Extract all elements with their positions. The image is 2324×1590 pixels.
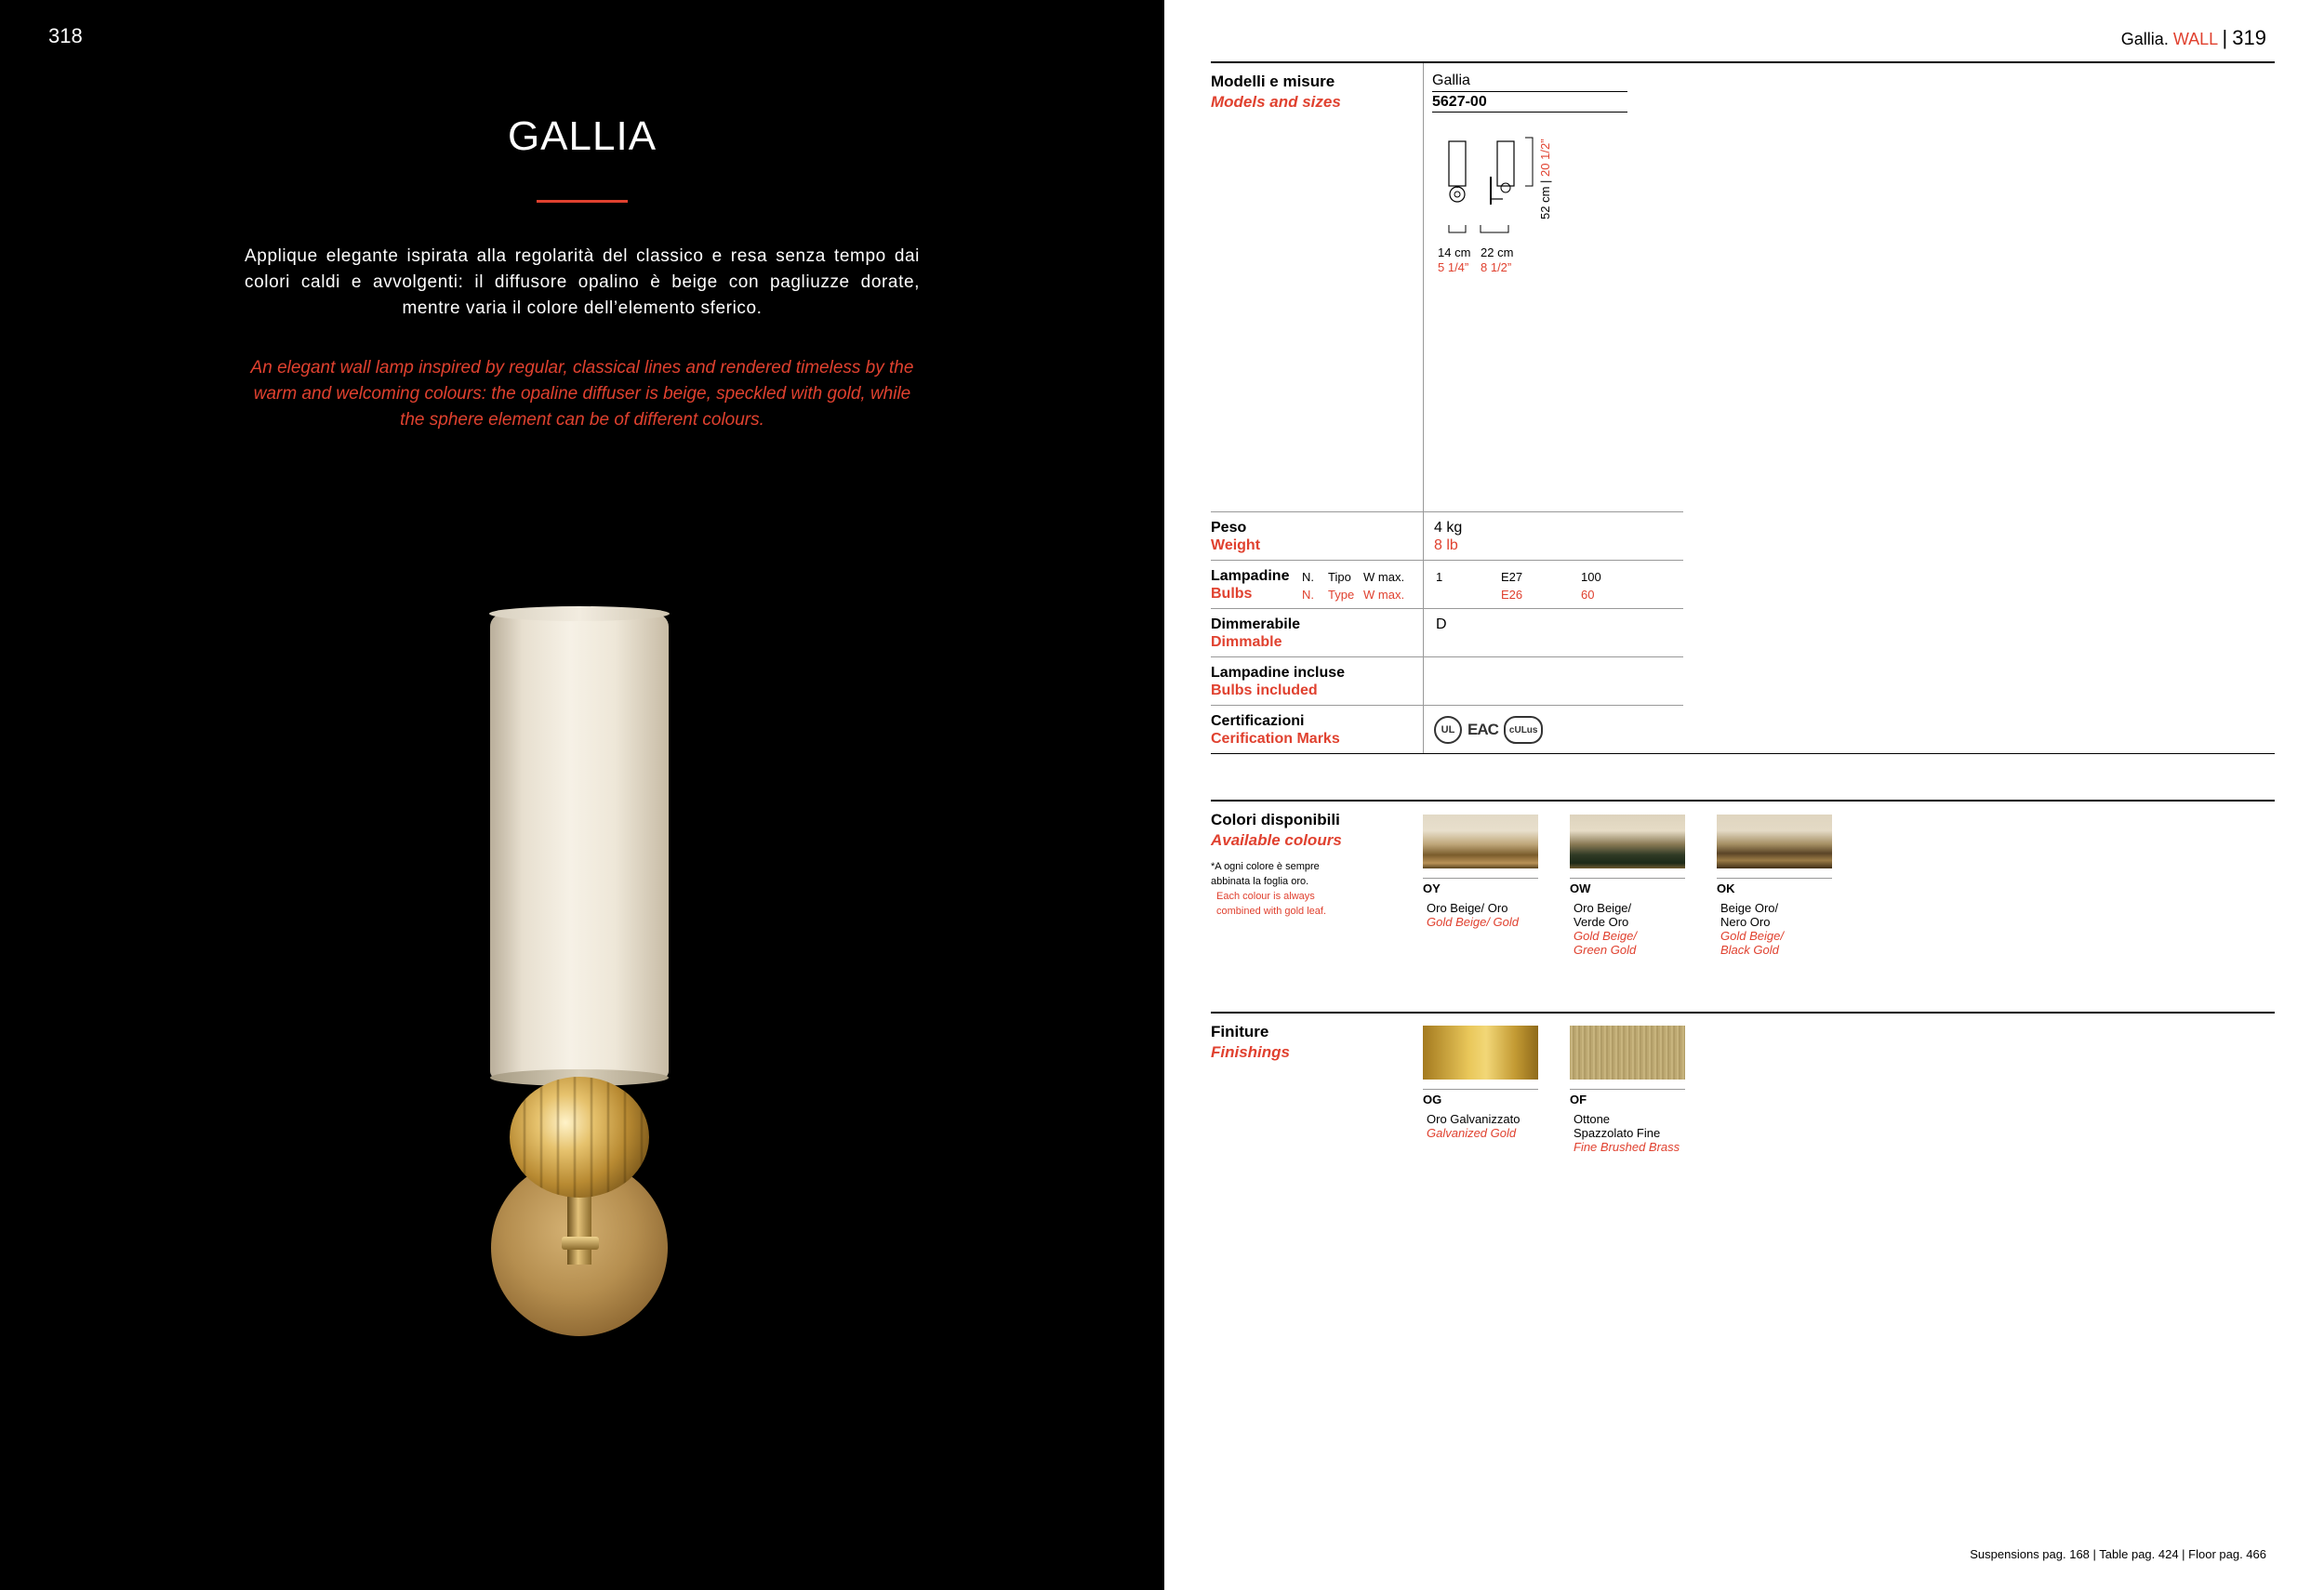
dim-depth-cm: 22 cm	[1481, 245, 1514, 259]
finish-swatch-og	[1423, 1026, 1538, 1080]
finishings-label-it: Finiture	[1211, 1023, 1269, 1040]
weight-label-it: Peso	[1211, 520, 1247, 536]
dimmable-label-en: Dimmable	[1211, 634, 1282, 650]
eac-mark-icon: EAC	[1467, 721, 1498, 738]
dimmable-rule	[1211, 608, 1683, 609]
page-number-left: 318	[48, 24, 83, 47]
page-header	[2121, 26, 2266, 50]
bulbs-n-value: 1	[1436, 570, 1443, 584]
lamp-shade	[490, 614, 669, 1079]
colour-name-en-ow: Gold Beige/ Green Gold	[1574, 929, 1637, 957]
model-code: 5627-00	[1432, 94, 1487, 110]
spec-table-bottom-rule	[1211, 753, 2275, 754]
colour-item-oy[interactable]	[1423, 815, 1538, 929]
model-name: Gallia	[1432, 73, 1470, 88]
weight-label-en: Weight	[1211, 537, 1261, 553]
colour-name-it-oy: Oro Beige/ Oro	[1427, 901, 1508, 915]
culus-mark-icon: cULus	[1504, 716, 1544, 744]
weight-kg: 4 kg	[1434, 520, 1463, 536]
lamp-arm	[562, 1237, 599, 1250]
certifications-label-it: Certificazioni	[1211, 713, 1305, 729]
models-label-it: Modelli e misure	[1211, 73, 1335, 90]
header-series: Gallia.	[2120, 30, 2169, 48]
finish-name-it-og: Oro Galvanizzato	[1427, 1112, 1521, 1126]
weight-rule	[1211, 511, 1683, 512]
certifications-label-en: Cerification Marks	[1211, 731, 1340, 747]
colour-rule-ow	[1570, 878, 1685, 879]
models-label-en: Models and sizes	[1211, 93, 1341, 111]
bulbs-label-en: Bulbs	[1211, 586, 1253, 602]
finish-rule-of	[1570, 1089, 1685, 1090]
bulbs-included-label-en: Bulbs included	[1211, 682, 1318, 698]
colour-item-ow[interactable]	[1570, 815, 1685, 957]
model-code-rule	[1432, 112, 1627, 113]
colours-label-en: Available colours	[1211, 831, 1342, 849]
finish-name-en-of: Fine Brushed Brass	[1574, 1140, 1680, 1154]
bulbs-w-eu: 100	[1581, 570, 1601, 584]
spec-column-divider	[1423, 63, 1424, 753]
weight-lb: 8 lb	[1434, 537, 1458, 553]
dim-width-cm: 14 cm	[1438, 245, 1471, 259]
dim-height-sep: |	[1538, 179, 1552, 183]
dim-height-cm: 52 cm	[1538, 186, 1552, 219]
colours-label-it: Colori disponibili	[1211, 811, 1340, 828]
description-italian: Applique elegante ispirata alla regolarità del classico e resa senza tempo dai colori caldi e avvolgenti: il diffusore opalino è beige con pagliuzze dorate, mentre varia il colore dell’elemento sferico.	[245, 246, 920, 318]
bulbs-col-w-en: W max.	[1363, 588, 1405, 602]
bulbs-col-type-it: Tipo	[1328, 570, 1351, 584]
colour-rule-ok	[1717, 878, 1832, 879]
bulbs-included-label-it: Lampadine incluse	[1211, 665, 1346, 681]
finish-name-en-og: Galvanized Gold	[1427, 1126, 1517, 1140]
top-rule	[1211, 61, 2275, 63]
cross-reference-footer: Suspensions pag. 168 | Table pag. 424 | Floor pag. 466	[1970, 1547, 2266, 1561]
certification-marks	[1434, 716, 1543, 744]
bulbs-col-n-it: N.	[1302, 570, 1314, 584]
dim-depth-in: 8 1/2”	[1481, 260, 1512, 274]
colour-name-en-ok: Gold Beige/ Black Gold	[1720, 929, 1784, 957]
finish-item-og[interactable]	[1423, 1026, 1538, 1140]
header-separator: |	[2222, 26, 2228, 49]
dimmable-value: D	[1436, 616, 1447, 632]
finish-code-og: OG	[1423, 1093, 1442, 1106]
finishings-top-rule	[1211, 1012, 2275, 1014]
colours-note-en: Each colour is always combined with gold leaf.	[1216, 891, 1327, 917]
finish-name-it-of: Ottone Spazzolato Fine	[1574, 1112, 1661, 1140]
bulbs-label-it: Lampadine	[1211, 568, 1290, 584]
bulbs-included-rule	[1211, 656, 1683, 657]
model-name-rule	[1432, 91, 1627, 92]
bulbs-col-type-en: Type	[1328, 588, 1355, 602]
dim-width-in: 5 1/4”	[1438, 260, 1469, 274]
colour-item-ok[interactable]	[1717, 815, 1832, 957]
colour-code-ow: OW	[1570, 881, 1591, 895]
finish-item-of[interactable]	[1570, 1026, 1685, 1154]
right-page	[1164, 0, 2324, 1590]
colour-name-it-ow: Oro Beige/ Verde Oro	[1574, 901, 1632, 929]
colour-name-en-oy: Gold Beige/ Gold	[1427, 915, 1520, 929]
colour-name-it-ok: Beige Oro/ Nero Oro	[1720, 901, 1779, 929]
colour-swatch-ow	[1570, 815, 1685, 868]
title-divider	[537, 200, 628, 203]
colour-swatch-oy	[1423, 815, 1538, 868]
dim-height-in: 20 1/2”	[1538, 139, 1552, 177]
finish-code-of: OF	[1570, 1093, 1587, 1106]
colour-swatch-ok	[1717, 815, 1832, 868]
product-title: GALLIA	[507, 113, 657, 159]
colours-note-it: *A ogni colore è sempre abbinata la foglia oro.	[1211, 861, 1320, 887]
bulbs-type-us: E26	[1501, 588, 1523, 602]
certifications-rule	[1211, 705, 1683, 706]
ul-mark-icon: UL	[1434, 716, 1462, 744]
lamp-sphere-ribs	[510, 1077, 649, 1198]
colour-rule-oy	[1423, 878, 1538, 879]
header-category: WALL	[2172, 30, 2218, 48]
bulbs-type-eu: E27	[1501, 570, 1523, 584]
colour-code-ok: OK	[1717, 881, 1735, 895]
bulbs-w-us: 60	[1581, 588, 1595, 602]
finish-rule-og	[1423, 1089, 1538, 1090]
page-number-right: 319	[2232, 26, 2266, 49]
bulbs-col-w-it: W max.	[1363, 570, 1405, 584]
dimmable-label-it: Dimmerabile	[1211, 616, 1301, 632]
colour-code-oy: OY	[1423, 881, 1441, 895]
description-english: An elegant wall lamp inspired by regular, classical lines and rendered timeless by the warm and welcoming colours: the opaline diffuser is beige, speckled with gold, while the sphere element can be of different colours.	[250, 358, 914, 430]
finishings-label-en: Finishings	[1211, 1043, 1290, 1061]
colours-top-rule	[1211, 800, 2275, 802]
finish-swatch-of	[1570, 1026, 1685, 1080]
bulbs-col-n-en: N.	[1302, 588, 1314, 602]
bulbs-rule	[1211, 560, 1683, 561]
dim-height	[1538, 139, 1552, 219]
lamp-stem	[567, 1195, 591, 1265]
